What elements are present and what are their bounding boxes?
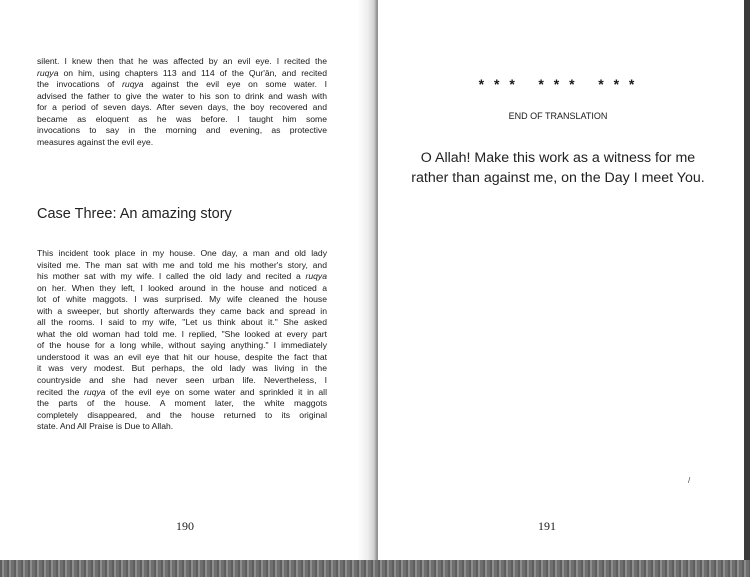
text-line: silent. I knew then that he was affected by an evil eye. I recited the: [37, 56, 327, 66]
paragraph-top: [37, 56, 327, 148]
prayer-line: rather than against me, on the Day I meet You.: [411, 170, 705, 186]
text-line: it was very modest. But perhaps, the old lady was living in the: [37, 363, 327, 374]
text-line: countryside and she had never seen urban life. Nevertheless, I: [37, 375, 327, 386]
end-of-translation-label: END OF TRANSLATION: [508, 111, 608, 121]
text-line: lot of white maggots. I was surprised. My wife cleaned the house: [37, 294, 327, 305]
text-line: ruqya on him, using chapters 113 and 114 of the Qur'ān, and recited: [37, 67, 327, 78]
text-line: state. And All Praise is Due to Allah.: [37, 421, 174, 432]
text-line: completely disappeared, and the house returned to its original: [37, 409, 327, 420]
section-divider-stars: * * * * * * * * *: [478, 76, 638, 92]
page-number-left: 190: [176, 519, 194, 533]
ruqya-term: ruqya: [37, 67, 59, 78]
stray-pen-mark: /: [688, 476, 691, 485]
closing-prayer: [378, 148, 738, 188]
text-line: of the house for a long while, without saying anything." I immediately: [37, 340, 327, 351]
scan-bottom-edge: [0, 560, 750, 577]
text-line: all the rooms. I said to my wife, "Let us think about it." She asked: [37, 317, 327, 328]
text-line: for a period of seven days. After seven days, the boy recovered and: [37, 102, 327, 113]
text-line: visited me. The man sat with me and told me his mother's story, and: [37, 259, 327, 270]
text-line: measures against the evil eye.: [37, 136, 154, 147]
text-line: on her. When they left, I looked around in the house and noticed a: [37, 282, 327, 293]
text-line: advised the father to give the water to his son to drink and wash with: [37, 90, 327, 101]
text-line: This incident took place in my house. One day, a man and old lady: [37, 248, 327, 258]
text-line: the invocations of ruqya against the evil eye on some water. I: [37, 79, 327, 90]
left-page: [0, 0, 372, 560]
ruqya-term: ruqya: [84, 386, 106, 397]
right-edge-shadow: [744, 0, 750, 577]
text-line: became as eloquent as he was before. I taught him some: [37, 113, 327, 124]
text-line: what the old woman had told me. I replied, "She looked at every part: [37, 328, 327, 339]
text-line: the parts of the house. A moment later, the white maggots: [37, 398, 327, 409]
paragraph-case-three: [37, 248, 327, 433]
case-heading: Case Three: An amazing story: [37, 206, 232, 222]
ruqya-term: ruqya: [305, 271, 327, 282]
text-line: invocations to say in the morning and evening, as protective: [37, 125, 327, 136]
text-line: with a sweeper, but shortly afterwards they came back and spread in: [37, 305, 327, 316]
prayer-line: O Allah! Make this work as a witness for me: [420, 150, 696, 166]
text-line: his mother sat with my wife. I called the old lady and recited a ruqya: [37, 271, 327, 282]
ruqya-term: ruqya: [122, 79, 144, 90]
text-line: recited the ruqya of the evil eye on some water and sprinkled it in all: [37, 386, 328, 397]
page-number-right: 191: [538, 519, 556, 533]
text-line: understood it was an evil eye that hit our house, despite the fact that: [37, 351, 327, 362]
